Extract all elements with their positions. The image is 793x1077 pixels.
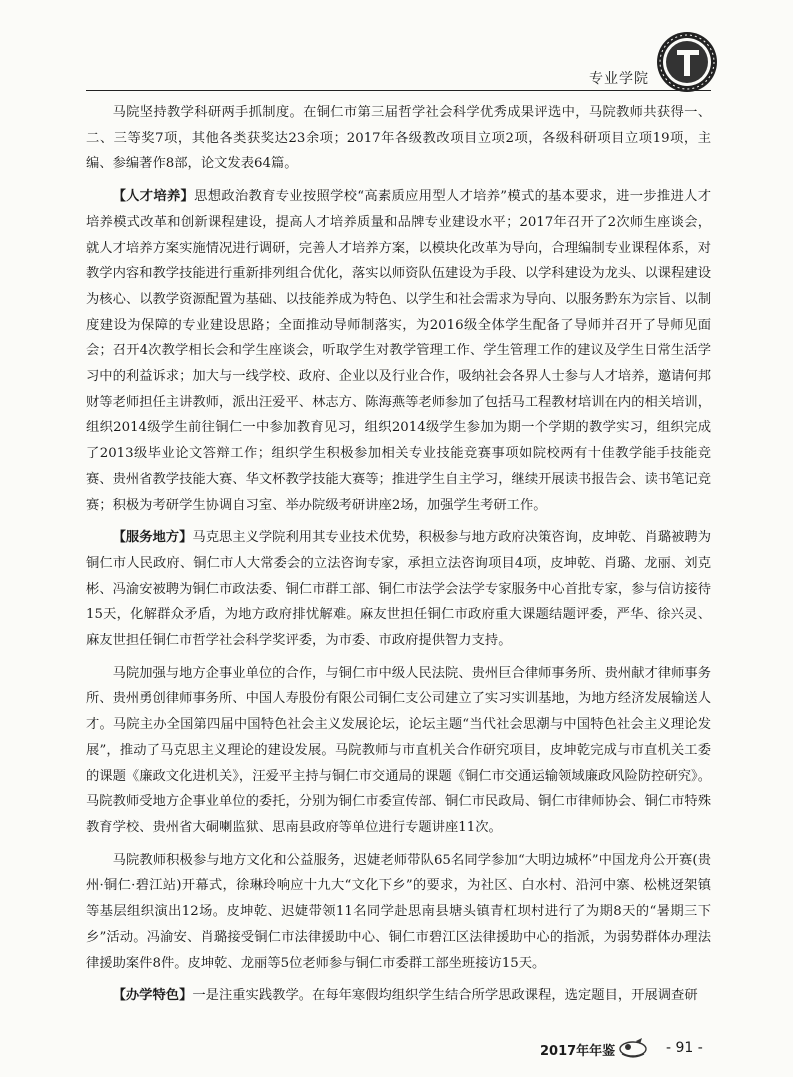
- paragraph-text: 马院教师积极参与地方文化和公益服务，迟婕老师带队65名同学参加“大明边城杯”中国龙舟公开赛(贵州·铜仁·碧江站)开幕式，徐琳玲响应十九大“文化下乡”的要求，为社区、白水村、沿河中寨、松桃迓架镇等基层组织演出12场。皮坤乾、迟婕带领11名同学赴思南县塘头镇青杠坝村进行了为期8天的“暑期三下乡”活动。冯渝安、肖璐接受铜仁市法律援助中心、铜仁市碧江区法律援助中心的指派，为弱势群体办理法律援助案件8件。皮坤乾、龙丽等5位老师参与铜仁市委群工部坐班接访15天。: [86, 852, 711, 971]
- paragraph-text: 一是注重实践教学。在每年寒假均组织学生结合所学思政课程，选定题目，开展调查研: [192, 988, 698, 1004]
- paragraph-research: [86, 100, 711, 177]
- yearbook-label: 2017年年鉴: [540, 1044, 616, 1059]
- page-number: - 91 -: [666, 1040, 703, 1056]
- section-tag: 【人才培养】: [112, 189, 195, 205]
- paragraph-text: 马院加强与地方企事业单位的合作，与铜仁市中级人民法院、贵州巨合律师事务所、贵州献才律师事务所、贵州勇创律师事务所、中国人寿股份有限公司铜仁支公司建立了实习实训基地，为地方经济发展输送人才。马院主办全国第四届中国特色社会主义发展论坛，论坛主题“当代社会思潮与中国特色社会主义理论发展”，推动了马克思主义理论的建设发展。马院教师与市直机关合作研究项目，皮坤乾完成与市直机关工委的课题《廉政文化进机关》，汪爱平主持与铜仁市交通局的课题《铜仁市交通运输领域廉政风险防控研究》。马院教师受地方企事业单位的委托，分别为铜仁市委宣传部、铜仁市民政局、铜仁市律师协会、铜仁市特殊教育学校、贵州省大硐喇监狱、思南县政府等单位进行专题讲座11次。: [86, 665, 711, 835]
- paragraph-local-service: [86, 525, 711, 654]
- section-tag: 【服务地方】: [112, 530, 193, 546]
- section-tag: 【办学特色】: [112, 988, 193, 1004]
- paragraph-talent-training: [86, 184, 711, 518]
- paragraph-cooperation: [86, 661, 711, 841]
- page-header: [86, 20, 757, 92]
- paragraph-text: 马克思主义学院利用其专业技术优势，积极参与地方政府决策咨询，皮坤乾、肖璐被聘为铜仁市人民政府、铜仁市人大常委会的立法咨询专家，承担立法咨询项目4项，皮坤乾、肖璐、龙丽、刘克彬、冯渝安被聘为铜仁市政法委、铜仁市群工部、铜仁市法学会法学专家服务中心首批专家，参与信访接待15天，化解群众矛盾，为地方政府排忧解难。麻友世担任铜仁市政府重大课题结题评委，严华、徐兴灵、麻友世担任铜仁市哲学社会科学奖评委，为市委、市政府提供智力支持。: [86, 530, 712, 649]
- paragraph-features: [86, 983, 711, 1009]
- yearbook-emblem-icon: [618, 1036, 648, 1058]
- article-body: [86, 100, 711, 1009]
- header-rule: [86, 90, 711, 91]
- section-title: 专业学院: [589, 71, 649, 87]
- university-logo-icon: [655, 30, 719, 94]
- paragraph-text: 思想政治教育专业按照学校“高素质应用型人才培养”模式的基本要求，进一步推进人才培养模式改革和创新课程建设，提高人才培养质量和品牌专业建设水平；2017年召开了2次师生座谈会，就人才培养方案实施情况进行调研，完善人才培养方案，以模块化改革为导向，合理编制专业课程体系，对教学内容和教学技能进行重新排列组合优化，落实以师资队伍建设为手段、以学科建设为龙头、以课程建设为核心、以教学资源配置为基础、以技能养成为特色、以学生和社会需求为导向、以服务黔东为宗旨、以制度建设为保障的专业建设思路；全面推动导师制落实，为2016级全体学生配备了导师并召开了导师见面会；召开4次教学相长会和学生座谈会，听取学生对教学管理工作、学生管理工作的建议及学生日常生活学习中的利益诉求；加大与一线学校、政府、企业以及行业合作，吸纳社会各界人士参与人才培养，邀请何邦财等老师担任主讲教师，派出汪爱平、林志方、陈海燕等老师参加了包括马工程教材培训在内的相关培训，组织2014级学生前往铜仁一中参加教育见习，组织2014级学生参加为期一个学期的教学实习，组织完成了2013级毕业论文答辩工作；组织学生积极参加相关专业技能竞赛事项如院校两有十佳教学能手技能竞赛、贵州省教学技能大赛、华文杯教学技能大赛等；推进学生自主学习，继续开展读书报告会、读书笔记竞赛；积极为考研学生协调自习室、举办院级考研讲座2场，加强学生考研工作。: [86, 189, 711, 513]
- paragraph-public-service: [86, 848, 711, 977]
- page-footer: [540, 1036, 740, 1066]
- paragraph-text: 马院坚持教学科研两手抓制度。在铜仁市第三届哲学社会科学优秀成果评选中，马院教师共获得一、二、三等奖7项，其他各类获奖达23余项；2017年各级教改项目立项2项，各级科研项目立项19项，主编、参编著作8部，论文发表64篇。: [86, 105, 711, 172]
